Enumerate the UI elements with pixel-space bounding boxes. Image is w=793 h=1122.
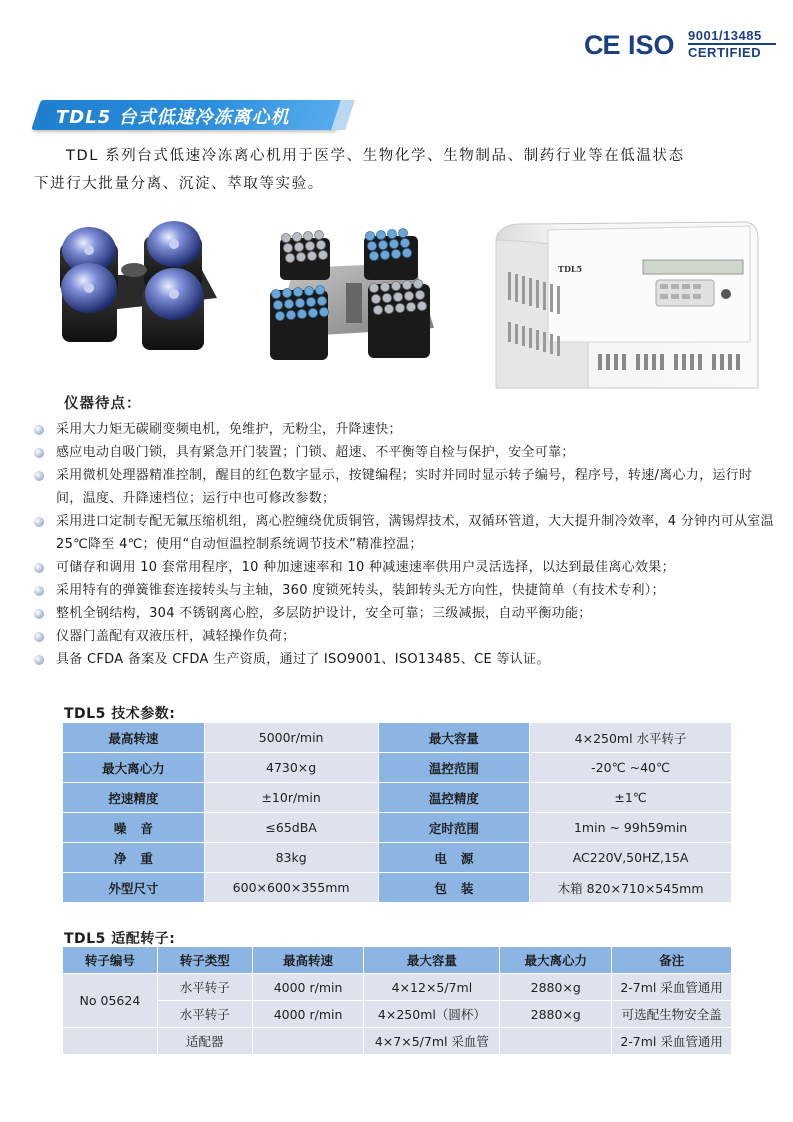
- feature-item: 采用微机处理器精准控制，醒目的红色数字显示，按键编程；实时并同时显示转子编号，程序号，转速/离心力，运行时间，温度、升降速档位；运行中也可修改参数；: [34, 464, 774, 510]
- spec-value: AC220V,50HZ,15A: [530, 843, 732, 873]
- rotor-max-speed: [252, 1028, 364, 1055]
- column-header: 最大离心力: [500, 947, 612, 974]
- table-header-row: [63, 947, 732, 974]
- feature-item: 采用特有的弹簧锥套连接转头与主轴，360 度锁死转头，装卸转头无方向性，快捷简单（有技术专利）；: [34, 579, 774, 602]
- rotor-title: TDL5 适配转子:: [64, 931, 176, 947]
- ce-mark: CE: [584, 30, 620, 60]
- features-title: 仪器待点：: [64, 396, 142, 412]
- feature-item: 可储存和调用 10 套常用程序，10 种加速速率和 10 种减速速率供用户灵活选择，以达到最佳离心效果；: [34, 556, 774, 579]
- rotor-type: 水平转子: [157, 974, 252, 1001]
- column-header: 最高转速: [252, 947, 364, 974]
- rotor-note: 2-7ml 采血管通用: [612, 1028, 732, 1055]
- rotor-id-empty: [63, 1028, 158, 1055]
- spec-title: TDL5 技术参数:: [64, 706, 176, 722]
- table-row: [63, 1028, 732, 1055]
- machine-model-label: TDL5: [558, 264, 583, 274]
- intro-paragraph: [34, 142, 764, 198]
- spec-label: 包装: [378, 873, 530, 903]
- rotor-id: No 05624: [63, 974, 158, 1028]
- certified-text: CERTIFIED: [688, 45, 762, 60]
- table-row: [63, 753, 732, 783]
- spec-value: ±10r/min: [204, 783, 378, 813]
- intro-line-1: TDL 系列台式低速冷冻离心机用于医学、生物化学、生物制品、制药行业等在低温状态: [66, 148, 685, 164]
- rotor-max-rcf: 2880×g: [500, 1001, 612, 1028]
- spec-value: 4730×g: [204, 753, 378, 783]
- bullet-icon: [34, 655, 44, 665]
- table-row: [63, 843, 732, 873]
- bullet-icon: [34, 609, 44, 619]
- bullet-icon: [34, 632, 44, 642]
- spec-label: 最大容量: [378, 723, 530, 753]
- bullet-icon: [34, 425, 44, 435]
- column-header: 转子类型: [157, 947, 252, 974]
- rotor-capacity: 4×7×5/7ml 采血管: [364, 1028, 500, 1055]
- table-row: [63, 1001, 732, 1028]
- column-header: 备注: [612, 947, 732, 974]
- feature-item: 采用进口定制专配无氟压缩机组，离心腔缠绕优质铜管，满锡焊技术，双循环管道，大大提升制冷效率，4 分钟内可从室温 25℃降至 4℃；使用“自动恒温控制系统调节技术”精准控温；: [34, 510, 774, 556]
- table-row: [63, 813, 732, 843]
- feature-item: 具备 CFDA 备案及 CFDA 生产资质，通过了 ISO9001、ISO13485、CE 等认证。: [34, 648, 774, 671]
- rotor-type: 水平转子: [157, 1001, 252, 1028]
- spec-value: 5000r/min: [204, 723, 378, 753]
- rotor-type: 适配器: [157, 1028, 252, 1055]
- spec-value: 木箱 820×710×545mm: [530, 873, 732, 903]
- bullet-icon: [34, 517, 44, 527]
- spec-label: 定时范围: [378, 813, 530, 843]
- page-title: TDL5 台式低速冷冻离心机: [56, 107, 290, 128]
- rotor-max-rcf: 2880×g: [500, 974, 612, 1001]
- tube-rack-rotor-image: [264, 228, 440, 370]
- spec-label: 电源: [378, 843, 530, 873]
- spec-label: 最大离心力: [63, 753, 205, 783]
- bullet-icon: [34, 448, 44, 458]
- spec-value: ≤65dBA: [204, 813, 378, 843]
- bullet-icon: [34, 563, 44, 573]
- bullet-icon: [34, 586, 44, 596]
- spec-value: 600×600×355mm: [204, 873, 378, 903]
- rotor-capacity: 4×250ml（圆杯）: [364, 1001, 500, 1028]
- spec-value: 1min ~ 99h59min: [530, 813, 732, 843]
- swing-rotor-image: [52, 218, 222, 356]
- column-header: 转子编号: [63, 947, 158, 974]
- spec-label: 噪音: [63, 813, 205, 843]
- spec-label: 控速精度: [63, 783, 205, 813]
- rotor-note: 可选配生物安全盖: [612, 1001, 732, 1028]
- table-row: [63, 723, 732, 753]
- intro-line-2: 下进行大批量分离、沉淀、萃取等实验。: [34, 176, 324, 192]
- rotor-max-speed: 4000 r/min: [252, 1001, 364, 1028]
- feature-item: 感应电动自吸门锁，具有紧急开门装置；门锁、超速、不平衡等自检与保护，安全可靠；: [34, 441, 774, 464]
- column-header: 最大容量: [364, 947, 500, 974]
- spec-label: 净重: [63, 843, 205, 873]
- table-row: [63, 783, 732, 813]
- spec-value: -20℃ ~40℃: [530, 753, 732, 783]
- title-banner: [36, 100, 340, 130]
- rotor-capacity: 4×12×5/7ml: [364, 974, 500, 1001]
- feature-item: 整机全钢结构，304 不锈钢离心腔，多层防护设计，安全可靠；三级减振，自动平衡功能；: [34, 602, 774, 625]
- rotor-max-rcf: [500, 1028, 612, 1055]
- spec-label: 温控范围: [378, 753, 530, 783]
- rotor-max-speed: 4000 r/min: [252, 974, 364, 1001]
- centrifuge-machine-image: [488, 212, 764, 390]
- bullet-icon: [34, 471, 44, 481]
- spec-table: [62, 722, 732, 903]
- feature-item: 仪器门盖配有双液压杆，减轻操作负荷；: [34, 625, 774, 648]
- spec-label: 最高转速: [63, 723, 205, 753]
- spec-label: 外型尺寸: [63, 873, 205, 903]
- spec-value: 4×250ml 水平转子: [530, 723, 732, 753]
- spec-value: 83kg: [204, 843, 378, 873]
- iso-mark: ISO: [628, 30, 675, 60]
- iso-numbers: 9001/13485: [688, 28, 762, 43]
- table-row: [63, 873, 732, 903]
- rotor-note: 2-7ml 采血管通用: [612, 974, 732, 1001]
- table-row: [63, 974, 732, 1001]
- rotor-table: [62, 946, 732, 1055]
- feature-item: 采用大力矩无碳刷变频电机，免维护，无粉尘，升降速快；: [34, 418, 774, 441]
- certification-logo: [584, 28, 780, 62]
- spec-value: ±1℃: [530, 783, 732, 813]
- spec-label: 温控精度: [378, 783, 530, 813]
- features-list: [34, 418, 774, 671]
